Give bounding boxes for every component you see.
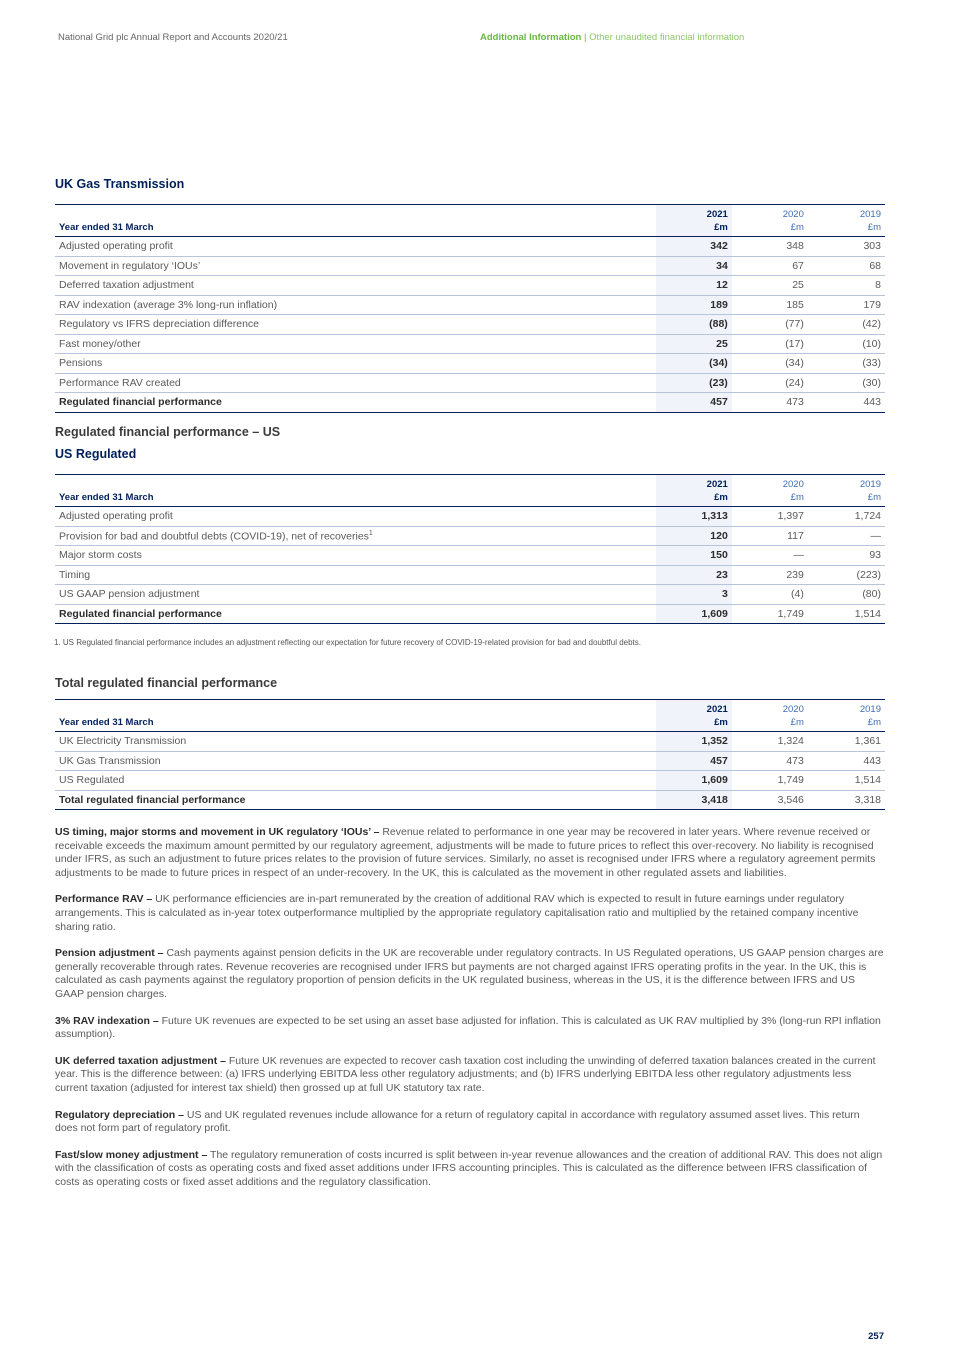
table-row: Fast money/other 25 (17) (10)	[55, 334, 885, 354]
table-row: Adjusted operating profit 1,313 1,397 1,724	[55, 507, 885, 527]
subsection-name: Other unaudited financial information	[589, 32, 745, 43]
table-row: Performance RAV created (23) (24) (30)	[55, 373, 885, 393]
table-row: Deferred taxation adjustment 12 25 8	[55, 276, 885, 296]
definition-paragraph: UK deferred taxation adjustment – Future UK revenues are expected to recover cash taxation cost including the unwinding of deferred taxation balances created in the current year. This is the difference between: (a) IFRS underlying EBITDA less other regulatory adjustments; and (b) IFRS underlying EBITDA less other regulatory adjustments less current taxation (adjusted for interest tax shield) then grossed up at full UK statutory tax rate.	[55, 1054, 876, 1094]
us-header-label: Year ended 31 March	[55, 475, 656, 507]
table-row: US GAAP pension adjustment 3 (4) (80)	[55, 585, 885, 605]
footnote-marker: 1	[368, 529, 373, 537]
total-header-label: Year ended 31 March	[55, 700, 656, 732]
gas-table-title: UK Gas Transmission	[55, 177, 185, 191]
definitions-section	[55, 826, 885, 1189]
us-regulated-section	[55, 425, 885, 647]
table-row: Timing 23 239 (223)	[55, 565, 885, 585]
us-table-header	[55, 475, 885, 507]
table-row: UK Electricity Transmission 1,352 1,324 1,361	[55, 732, 885, 752]
table-row: Adjusted operating profit 342 348 303	[55, 237, 885, 257]
gas-header-2019: 2019 £m	[808, 205, 885, 237]
table-row: Provision for bad and doubtful debts (COVID-19), net of recoveries$^1$ 120 117 —	[55, 526, 885, 546]
gas-table	[55, 204, 885, 413]
gas-header-2021: 2021 £m	[656, 205, 732, 237]
definition-paragraph: Regulatory depreciation – US and UK regulated revenues include allowance for a return of regulatory capital in accordance with regulatory assumed asset lives. This return does not form part of regulatory profit.	[55, 1108, 860, 1135]
definition-paragraph: Pension adjustment – Cash payments against pension deficits in the UK are recoverable under regulatory contracts. In US Regulated operations, US GAAP pension charges are generally recoverable through rates. Revenue recoveries are recognised under IFRS but payments are not charged against IFRS operating profits in the year. In the UK, this is calculated as cash payments against the regulatory proportion of pension deficits in the UK regulated business, whereas in the US, it is the difference between IFRS and US GAAP pension charges.	[55, 947, 884, 1000]
us-header-2019: 2019 £m	[808, 475, 885, 507]
table-row: Pensions (34) (34) (33)	[55, 354, 885, 374]
us-table-title: US Regulated	[55, 447, 137, 461]
section-breadcrumb	[480, 32, 744, 43]
table-row: US Regulated 1,609 1,749 1,514	[55, 771, 885, 791]
breadcrumb-separator: |	[581, 32, 590, 43]
table-row: Major storm costs 150 — 93	[55, 546, 885, 566]
table-row: RAV indexation (average 3% long-run inflation) 189 185 179	[55, 295, 885, 315]
total-regulated-section	[55, 676, 885, 810]
table-total-row: Regulated financial performance 457 473 443	[55, 393, 885, 413]
total-table-header	[55, 700, 885, 732]
definition-paragraph: 3% RAV indexation – Future UK revenues are expected to be set using an asset base adjusted for inflation. This is calculated as UK RAV multiplied by 3% (long-run RPI inflation assumption).	[55, 1014, 881, 1041]
definition-paragraph: Performance RAV – UK performance efficiencies are in-part remunerated by the creation of additional RAV which is expected to result in future earnings under regulatory arrangements. This is calculated as in-year totex outperformance multiplied by the appropriate regulatory capitalisation ratio and multiplied by the retained company incentive sharing ratio.	[55, 893, 859, 933]
total-header-2020: 2020 £m	[732, 700, 808, 732]
table-total-row: Total regulated financial performance 3,418 3,546 3,318	[55, 790, 885, 810]
total-table	[55, 699, 885, 810]
table-row: UK Gas Transmission 457 473 443	[55, 751, 885, 771]
definition-paragraph: Fast/slow money adjustment – The regulatory remuneration of costs incurred is split between in-year revenue allowances and the creation of additional RAV. This does not align with the classification of costs as operating costs and fixed asset additions under IFRS accounting principles. This is calculated as the difference between IFRS classification of costs as operating costs or fixed asset additions and the regulatory classification.	[55, 1148, 883, 1188]
us-table	[55, 474, 885, 624]
gas-header-2020: 2020 £m	[732, 205, 808, 237]
definition-paragraph: US timing, major storms and movement in UK regulatory ‘IOUs’ – Revenue related to performance in one year may be recovered in later years. Where revenue received or receivable exceeds the maximum amount permitted by our regulatory agreement, adjustments will be made to future prices to reflect this over-recovery. No liability is recognised under IFRS, as such an adjustment to future prices relates to the provision of future services. Similarly, no asset is recognised under IFRS where a regulatory agreement permits adjustments to be made to future prices in respect of an under-recovery. In the UK, this is calculated as the movement in other regulated assets and liabilities.	[55, 826, 876, 879]
gas-table-header	[55, 205, 885, 237]
gas-header-label: Year ended 31 March	[55, 205, 656, 237]
report-title: National Grid plc Annual Report and Accounts 2020/21	[58, 32, 288, 43]
section-name: Additional Information	[480, 32, 582, 43]
us-header-2020: 2020 £m	[732, 475, 808, 507]
gas-transmission-section	[55, 177, 885, 413]
total-header-2021: 2021 £m	[656, 700, 732, 732]
table-row: Regulatory vs IFRS depreciation difference (88) (77) (42)	[55, 315, 885, 335]
total-header-2019: 2019 £m	[808, 700, 885, 732]
us-footnote: 1. US Regulated financial performance includes an adjustment reflecting our expectation for future recovery of COVID-19-related provision for bad and doubtful debts.	[54, 638, 641, 647]
total-table-title: Total regulated financial performance	[55, 676, 278, 690]
table-row: Movement in regulatory ‘IOUs’ 34 67 68	[55, 256, 885, 276]
page-number: 257	[868, 1331, 884, 1342]
table-total-row: Regulated financial performance 1,609 1,749 1,514	[55, 604, 885, 624]
us-section-title: Regulated financial performance – US	[55, 425, 281, 439]
us-header-2021: 2021 £m	[656, 475, 732, 507]
